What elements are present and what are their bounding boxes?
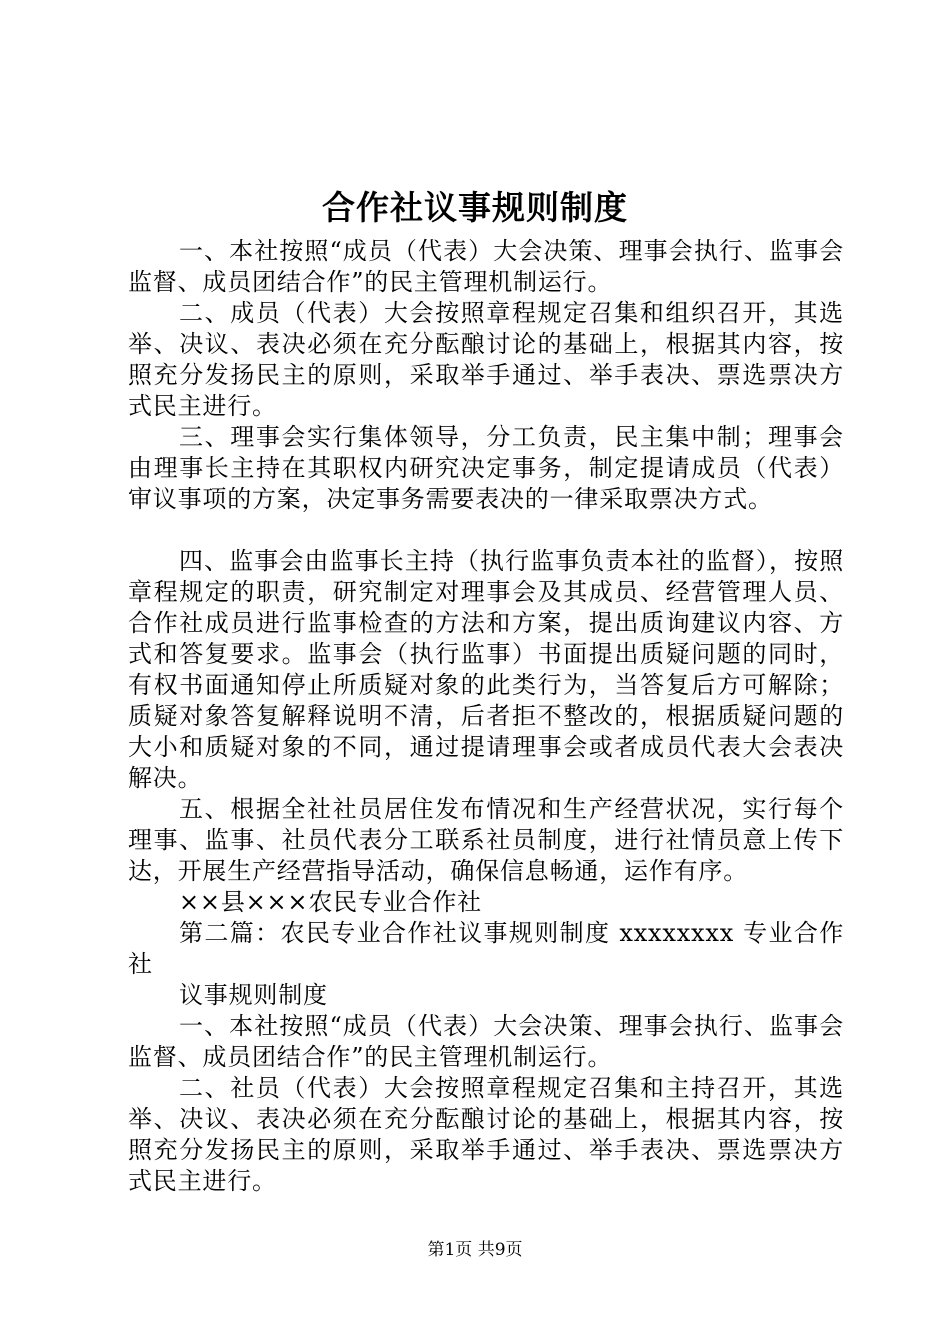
paragraph-9: 一、本社按照“成员（代表）大会决策、理事会执行、监事会监督、成员团结合作”的民主管理机制运行。 [128, 1012, 844, 1071]
page-number-footer: 第1页 共9页 [427, 1240, 523, 1260]
paragraph-2: 二、成员（代表）大会按照章程规定召集和组织召开，其选举、决议、表决必须在充分酝酿讨论的基础上，根据其内容，按照充分发扬民主的原则，采取举手通过、举手表决、票选票决方式民主进行。 [128, 299, 844, 420]
paragraph-1: 一、本社按照“成员（代表）大会决策、理事会执行、监事会监督、成员团结合作”的民主管理机制运行。 [128, 237, 844, 296]
paragraph-10: 二、社员（代表）大会按照章程规定召集和主持召开，其选举、决议、表决必须在充分酝酿讨论的基础上，根据其内容，按照充分发扬民主的原则，采取举手通过、举手表决、票选票决方式民主进行。 [128, 1074, 844, 1195]
paragraph-4: 四、监事会由监事长主持（执行监事负责本社的监督），按照章程规定的职责，研究制定对理事会及其成员、经营管理人员、合作社成员进行监事检查的方法和方案，提出质询建议内容、方式和答复要求。监事会（执行监事）书面提出质疑问题的同时，有权书面通知停止所质疑对象的此类行为，当答复后方可解除；质疑对象答复解释说明不清，后者拒不整改的，根据质疑问题的大小和质疑对象的不同，通过提请理事会或者成员代表大会表决解决。 [128, 547, 844, 792]
paragraph-5: 五、根据全社社员居住发布情况和生产经营状况，实行每个理事、监事、社员代表分工联系社员制度，进行社情员意上传下达，开展生产经营指导活动，确保信息畅通，运作有序。 [128, 795, 844, 885]
cooperative-signature: ××县×××农民专业合作社 [179, 888, 482, 916]
paragraph-3: 三、理事会实行集体领导，分工负责，民主集中制；理事会由理事长主持在其职权内研究决定事务，制定提请成员（代表）审议事项的方案，决定事务需要表决的一律采取票决方式。 [128, 423, 844, 513]
document-title: 合作社议事规则制度 [322, 188, 628, 227]
second-article-subtitle: 议事规则制度 [179, 981, 328, 1009]
document-body [128, 236, 844, 1197]
second-article-heading: 第二篇：农民专业合作社议事规则制度 xxxxxxxx 专业合作社 [128, 919, 844, 978]
